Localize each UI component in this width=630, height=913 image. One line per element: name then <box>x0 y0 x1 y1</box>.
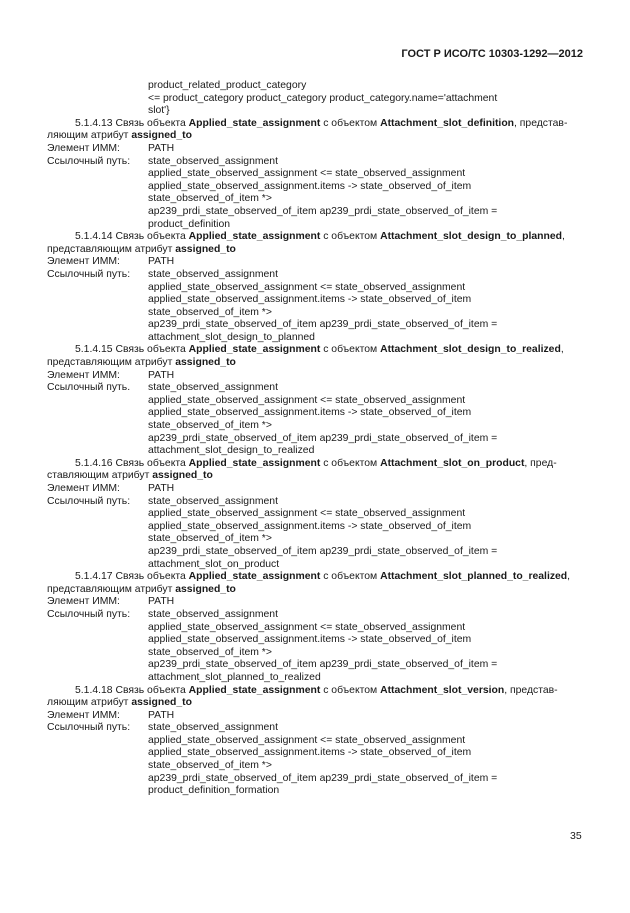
code-line <box>47 319 585 332</box>
code-line <box>47 219 585 232</box>
text-run: state_observed_of_item *> <box>148 533 272 545</box>
bold-term: Applied_state_assignment <box>188 344 321 356</box>
text-run: 5.1.4.14 Связь объекта <box>75 231 189 243</box>
code-line <box>47 206 585 219</box>
text-run: представляющим атрибут <box>47 583 176 595</box>
code-line <box>47 282 585 295</box>
text-run: ap239_prdi_state_observed_of_item ap239_prdi_state_observed_of_item = <box>148 659 498 671</box>
field-label: Элемент ИММ: <box>47 596 120 608</box>
bold-term: Applied_state_assignment <box>188 457 321 469</box>
heading-continuation <box>47 584 585 597</box>
text-run: ap239_prdi_state_observed_of_item ap239_prdi_state_observed_of_item = <box>148 205 498 217</box>
text-run: ставляющим атрибут <box>47 470 153 482</box>
bold-term: assigned_to <box>131 697 192 709</box>
section-heading <box>47 685 585 698</box>
text-run: applied_state_observed_assignment <= state_observed_assignment <box>148 168 466 180</box>
field-row <box>47 256 585 269</box>
text-run: 5.1.4.16 Связь объекта <box>75 457 189 469</box>
bold-term: assigned_to <box>152 470 213 482</box>
text-run: 5.1.4.13 Связь объекта <box>75 117 189 129</box>
field-value: state_observed_assignment <box>148 268 278 280</box>
field-row <box>47 596 585 609</box>
bold-term: Attachment_slot_on_product <box>380 457 525 469</box>
field-row <box>47 156 585 169</box>
field-row <box>47 722 585 735</box>
text-run: product_related_product_category <box>148 80 307 91</box>
code-line <box>47 193 585 206</box>
text-run: applied_state_observed_assignment.items -> state_observed_of_item <box>148 747 472 759</box>
text-run: attachment_slot_design_to_planned <box>148 331 315 343</box>
code-line <box>47 420 585 433</box>
code-line <box>47 559 585 572</box>
heading-continuation <box>47 357 585 370</box>
field-row <box>47 143 585 156</box>
text-run: 5.1.4.18 Связь объекта <box>75 684 189 696</box>
field-value: state_observed_assignment <box>148 495 278 507</box>
field-label: Ссылочный путь: <box>47 495 131 507</box>
field-value: PATH <box>148 483 175 494</box>
field-label: Элемент ИММ: <box>47 142 120 154</box>
text-run: с объектом <box>320 117 381 129</box>
field-label: Элемент ИММ: <box>47 483 120 494</box>
text-run: ляющим атрибут <box>47 130 132 142</box>
heading-continuation <box>47 470 585 483</box>
text-run: ap239_prdi_state_observed_of_item ap239_prdi_state_observed_of_item = <box>148 772 498 784</box>
field-value: state_observed_assignment <box>148 608 278 620</box>
code-line <box>47 735 585 748</box>
field-label: Ссылочный путь: <box>47 608 131 620</box>
code-line <box>47 622 585 635</box>
section-heading <box>47 458 585 471</box>
field-value: PATH <box>148 596 175 608</box>
code-line <box>47 773 585 786</box>
text-run: , представ- <box>514 117 568 129</box>
field-value: state_observed_assignment <box>148 722 278 734</box>
field-label: Элемент ИММ: <box>47 256 120 268</box>
text-run: представляющим атрибут <box>47 357 176 369</box>
text-run: , пред- <box>524 457 557 469</box>
text-run: 5.1.4.15 Связь объекта <box>75 344 189 356</box>
field-label: Элемент ИММ: <box>47 369 120 381</box>
code-line <box>47 521 585 534</box>
code-line <box>47 659 585 672</box>
field-value: PATH <box>148 256 175 268</box>
bold-term: Attachment_slot_design_to_realized <box>380 344 561 356</box>
field-row <box>47 710 585 723</box>
text-run: , <box>560 344 564 356</box>
text-run: state_observed_of_item *> <box>148 760 272 772</box>
code-line <box>47 533 585 546</box>
code-line <box>47 93 585 106</box>
text-run: applied_state_observed_assignment.items -> state_observed_of_item <box>148 520 472 532</box>
text-run: с объектом <box>320 684 381 696</box>
bold-term: assigned_to <box>175 243 236 255</box>
field-row <box>47 269 585 282</box>
field-row <box>47 496 585 509</box>
field-row <box>47 370 585 383</box>
text-run: 5.1.4.17 Связь объекта <box>75 571 189 583</box>
code-line <box>47 508 585 521</box>
field-value: PATH <box>148 709 175 721</box>
text-run: applied_state_observed_assignment.items -> state_observed_of_item <box>148 407 472 419</box>
text-run: ap239_prdi_state_observed_of_item ap239_prdi_state_observed_of_item = <box>148 432 498 444</box>
field-value: state_observed_assignment <box>148 155 278 167</box>
code-line <box>47 407 585 420</box>
text-run: attachment_slot_design_to_realized <box>148 445 315 457</box>
code-line <box>47 181 585 194</box>
bold-term: assigned_to <box>131 130 192 142</box>
text-run: , представ- <box>504 684 558 696</box>
code-line <box>47 332 585 345</box>
code-line <box>47 395 585 408</box>
text-run: ляющим атрибут <box>47 697 132 709</box>
bold-term: Attachment_slot_design_to_planned <box>380 231 562 243</box>
heading-continuation <box>47 697 585 710</box>
text-run: product_definition <box>148 218 231 230</box>
code-line <box>47 445 585 458</box>
text-run: applied_state_observed_assignment.items -> state_observed_of_item <box>148 294 472 306</box>
field-value: PATH <box>148 142 175 154</box>
text-run: applied_state_observed_assignment <= state_observed_assignment <box>148 734 466 746</box>
bold-term: Applied_state_assignment <box>188 231 321 243</box>
page-header: ГОСТ Р ИСО/ТС 10303-1292—2012 <box>401 48 583 60</box>
page-body <box>47 80 585 798</box>
text-run: applied_state_observed_assignment <= state_observed_assignment <box>148 281 466 293</box>
page-number: 35 <box>570 830 582 842</box>
code-line <box>47 307 585 320</box>
text-run: state_observed_of_item *> <box>148 420 272 432</box>
bold-term: Applied_state_assignment <box>188 117 321 129</box>
code-line <box>47 80 585 93</box>
text-run: представляющим атрибут <box>47 243 176 255</box>
text-run: ap239_prdi_state_observed_of_item ap239_prdi_state_observed_of_item = <box>148 545 498 557</box>
bold-term: Applied_state_assignment <box>188 684 321 696</box>
heading-continuation <box>47 244 585 257</box>
code-line <box>47 747 585 760</box>
text-run: applied_state_observed_assignment <= state_observed_assignment <box>148 394 466 406</box>
field-value: PATH <box>148 369 175 381</box>
text-run: slot'} <box>148 105 170 117</box>
field-label: Ссылочный путь. <box>47 382 131 394</box>
field-row <box>47 609 585 622</box>
text-run: applied_state_observed_assignment <= state_observed_assignment <box>148 508 466 520</box>
text-run: state_observed_of_item *> <box>148 646 272 658</box>
section-heading <box>47 571 585 584</box>
code-line <box>47 672 585 685</box>
field-label: Ссылочный путь: <box>47 155 131 167</box>
bold-term: assigned_to <box>175 357 236 369</box>
text-run: attachment_slot_planned_to_realized <box>148 671 321 683</box>
code-line <box>47 760 585 773</box>
field-row <box>47 382 585 395</box>
heading-continuation <box>47 130 585 143</box>
code-line <box>47 634 585 647</box>
code-line <box>47 647 585 660</box>
text-run: , <box>567 571 571 583</box>
text-run: с объектом <box>320 457 381 469</box>
bold-term: assigned_to <box>175 583 236 595</box>
section-heading <box>47 344 585 357</box>
field-label: Ссылочный путь: <box>47 722 131 734</box>
text-run: applied_state_observed_assignment.items -> state_observed_of_item <box>148 180 472 192</box>
code-line <box>47 785 585 798</box>
bold-term: Attachment_slot_planned_to_realized <box>380 571 568 583</box>
field-row <box>47 483 585 496</box>
bold-term: Applied_state_assignment <box>188 571 321 583</box>
text-run: с объектом <box>320 344 381 356</box>
text-run: attachment_slot_on_product <box>148 558 280 570</box>
text-run: , <box>561 231 565 243</box>
bold-term: Attachment_slot_definition <box>380 117 515 129</box>
field-label: Ссылочный путь: <box>47 268 131 280</box>
field-value: state_observed_assignment <box>148 382 278 394</box>
bold-term: Attachment_slot_version <box>380 684 505 696</box>
section-heading <box>47 118 585 131</box>
section-heading <box>47 231 585 244</box>
text-run: product_definition_formation <box>148 785 280 797</box>
code-line <box>47 105 585 118</box>
code-line <box>47 433 585 446</box>
text-run: applied_state_observed_assignment.items -> state_observed_of_item <box>148 634 472 646</box>
text-run: ap239_prdi_state_observed_of_item ap239_prdi_state_observed_of_item = <box>148 319 498 331</box>
field-label: Элемент ИММ: <box>47 709 120 721</box>
text-run: <= product_category product_category product_category.name='attachment <box>148 92 498 104</box>
code-line <box>47 294 585 307</box>
text-run: с объектом <box>320 571 381 583</box>
text-run: state_observed_of_item *> <box>148 193 272 205</box>
text-run: с объектом <box>320 231 381 243</box>
text-run: applied_state_observed_assignment <= state_observed_assignment <box>148 621 466 633</box>
text-run: state_observed_of_item *> <box>148 306 272 318</box>
code-line <box>47 168 585 181</box>
code-line <box>47 546 585 559</box>
